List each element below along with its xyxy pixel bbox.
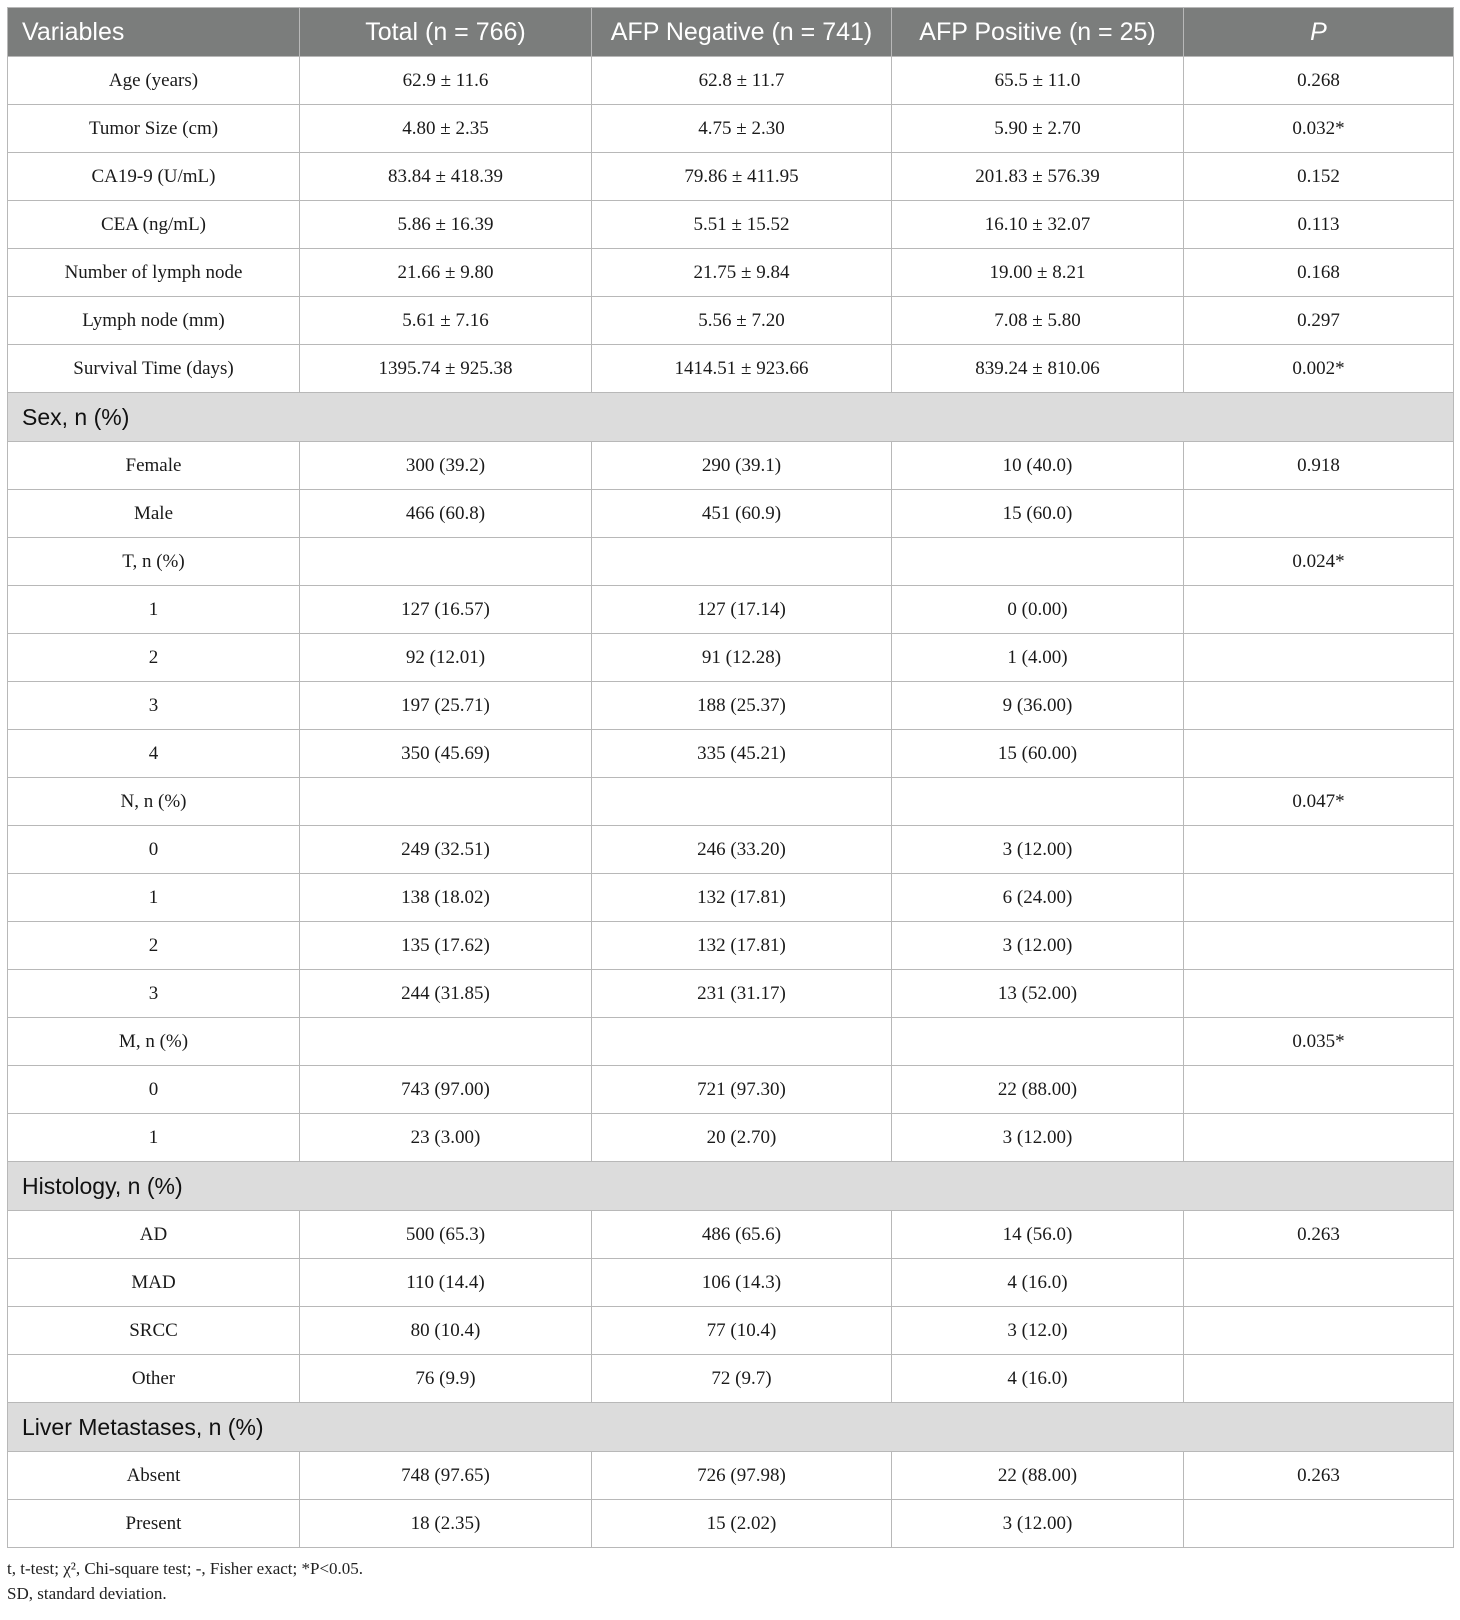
afp-positive-cell: 4 (16.0)	[892, 1355, 1184, 1403]
p-value-cell: 0.152	[1184, 153, 1454, 201]
p-value-cell	[1184, 586, 1454, 634]
afp-positive-cell: 1 (4.00)	[892, 634, 1184, 682]
afp-negative-cell: 72 (9.7)	[592, 1355, 892, 1403]
p-value-cell	[1184, 1355, 1454, 1403]
total-cell: 110 (14.4)	[300, 1259, 592, 1307]
total-cell: 466 (60.8)	[300, 490, 592, 538]
variable-cell: 2	[8, 634, 300, 682]
afp-positive-cell: 15 (60.00)	[892, 730, 1184, 778]
afp-negative-cell: 246 (33.20)	[592, 826, 892, 874]
table-row	[8, 970, 1454, 1018]
section-row	[8, 393, 1454, 442]
afp-positive-cell: 3 (12.00)	[892, 1500, 1184, 1548]
afp-negative-cell: 77 (10.4)	[592, 1307, 892, 1355]
total-cell	[300, 538, 592, 586]
variable-cell: 2	[8, 922, 300, 970]
afp-negative-cell: 231 (31.17)	[592, 970, 892, 1018]
table-row	[8, 682, 1454, 730]
variable-cell: Tumor Size (cm)	[8, 105, 300, 153]
afp-positive-cell: 15 (60.0)	[892, 490, 1184, 538]
p-value-cell: 0.263	[1184, 1452, 1454, 1500]
header-row	[8, 8, 1454, 57]
afp-positive-cell: 22 (88.00)	[892, 1452, 1184, 1500]
afp-positive-cell: 0 (0.00)	[892, 586, 1184, 634]
section-label: Histology, n (%)	[8, 1162, 1454, 1211]
afp-positive-cell: 9 (36.00)	[892, 682, 1184, 730]
table-row	[8, 874, 1454, 922]
afp-positive-cell: 5.90 ± 2.70	[892, 105, 1184, 153]
total-cell: 83.84 ± 418.39	[300, 153, 592, 201]
table-row	[8, 345, 1454, 393]
afp-positive-cell: 14 (56.0)	[892, 1211, 1184, 1259]
table-row	[8, 634, 1454, 682]
afp-positive-cell: 22 (88.00)	[892, 1066, 1184, 1114]
total-cell: 244 (31.85)	[300, 970, 592, 1018]
table-row	[8, 1018, 1454, 1066]
afp-positive-cell	[892, 1018, 1184, 1066]
total-cell	[300, 1018, 592, 1066]
table-row	[8, 922, 1454, 970]
table-row	[8, 1259, 1454, 1307]
total-cell: 743 (97.00)	[300, 1066, 592, 1114]
p-value-cell	[1184, 1307, 1454, 1355]
total-cell: 80 (10.4)	[300, 1307, 592, 1355]
p-value-cell: 0.918	[1184, 442, 1454, 490]
p-value-cell: 0.263	[1184, 1211, 1454, 1259]
afp-positive-cell: 839.24 ± 810.06	[892, 345, 1184, 393]
table-row	[8, 201, 1454, 249]
total-cell: 748 (97.65)	[300, 1452, 592, 1500]
variable-cell: 0	[8, 1066, 300, 1114]
afp-positive-cell: 3 (12.00)	[892, 922, 1184, 970]
afp-positive-cell: 3 (12.00)	[892, 1114, 1184, 1162]
table-row	[8, 490, 1454, 538]
p-value-cell	[1184, 970, 1454, 1018]
total-cell: 249 (32.51)	[300, 826, 592, 874]
afp-negative-cell: 106 (14.3)	[592, 1259, 892, 1307]
table-row	[8, 57, 1454, 105]
afp-positive-cell: 19.00 ± 8.21	[892, 249, 1184, 297]
p-value-cell: 0.047*	[1184, 778, 1454, 826]
header-total: Total (n = 766)	[300, 8, 592, 57]
table-row	[8, 442, 1454, 490]
table-container	[7, 7, 1453, 1606]
p-value-cell: 0.002*	[1184, 345, 1454, 393]
table-row	[8, 1211, 1454, 1259]
footnote-sd: SD, standard deviation.	[7, 1584, 167, 1603]
variable-cell: Survival Time (days)	[8, 345, 300, 393]
section-label: Sex, n (%)	[8, 393, 1454, 442]
afp-negative-cell: 91 (12.28)	[592, 634, 892, 682]
afp-negative-cell	[592, 1018, 892, 1066]
variable-cell: MAD	[8, 1259, 300, 1307]
afp-negative-cell: 5.51 ± 15.52	[592, 201, 892, 249]
afp-negative-cell: 335 (45.21)	[592, 730, 892, 778]
afp-negative-cell: 486 (65.6)	[592, 1211, 892, 1259]
afp-negative-cell: 62.8 ± 11.7	[592, 57, 892, 105]
afp-negative-cell: 451 (60.9)	[592, 490, 892, 538]
footnote-tests: t, t-test; χ², Chi-square test; -, Fisher exact; *P<0.05.	[7, 1559, 364, 1578]
total-cell: 135 (17.62)	[300, 922, 592, 970]
section-label: Liver Metastases, n (%)	[8, 1403, 1454, 1452]
afp-positive-cell: 16.10 ± 32.07	[892, 201, 1184, 249]
afp-positive-cell: 65.5 ± 11.0	[892, 57, 1184, 105]
total-cell: 76 (9.9)	[300, 1355, 592, 1403]
total-cell: 500 (65.3)	[300, 1211, 592, 1259]
table-row	[8, 1452, 1454, 1500]
variable-cell: Male	[8, 490, 300, 538]
p-value-cell	[1184, 874, 1454, 922]
variable-cell: Age (years)	[8, 57, 300, 105]
variable-cell: 3	[8, 682, 300, 730]
afp-negative-cell: 721 (97.30)	[592, 1066, 892, 1114]
table-row	[8, 730, 1454, 778]
total-cell: 92 (12.01)	[300, 634, 592, 682]
total-cell: 21.66 ± 9.80	[300, 249, 592, 297]
variable-cell: AD	[8, 1211, 300, 1259]
afp-negative-cell: 79.86 ± 411.95	[592, 153, 892, 201]
table-row	[8, 1307, 1454, 1355]
table-row	[8, 1114, 1454, 1162]
afp-positive-cell: 4 (16.0)	[892, 1259, 1184, 1307]
p-value-cell	[1184, 634, 1454, 682]
afp-negative-cell: 4.75 ± 2.30	[592, 105, 892, 153]
afp-positive-cell: 3 (12.0)	[892, 1307, 1184, 1355]
total-cell: 138 (18.02)	[300, 874, 592, 922]
p-value-cell	[1184, 682, 1454, 730]
table-row	[8, 249, 1454, 297]
p-value-cell: 0.168	[1184, 249, 1454, 297]
variable-cell: N, n (%)	[8, 778, 300, 826]
section-row	[8, 1162, 1454, 1211]
table-row	[8, 1355, 1454, 1403]
p-value-cell	[1184, 1114, 1454, 1162]
afp-negative-cell: 5.56 ± 7.20	[592, 297, 892, 345]
afp-positive-cell: 7.08 ± 5.80	[892, 297, 1184, 345]
table-row	[8, 1066, 1454, 1114]
afp-positive-cell: 6 (24.00)	[892, 874, 1184, 922]
afp-positive-cell	[892, 778, 1184, 826]
total-cell: 1395.74 ± 925.38	[300, 345, 592, 393]
afp-positive-cell: 201.83 ± 576.39	[892, 153, 1184, 201]
total-cell: 127 (16.57)	[300, 586, 592, 634]
variable-cell: Lymph node (mm)	[8, 297, 300, 345]
afp-negative-cell: 188 (25.37)	[592, 682, 892, 730]
afp-negative-cell	[592, 778, 892, 826]
header-variables: Variables	[8, 8, 300, 57]
table-row	[8, 297, 1454, 345]
p-value-cell	[1184, 1066, 1454, 1114]
table-row	[8, 538, 1454, 586]
p-value-cell: 0.024*	[1184, 538, 1454, 586]
variable-cell: 1	[8, 586, 300, 634]
table-row	[8, 826, 1454, 874]
p-value-cell	[1184, 730, 1454, 778]
afp-positive-cell	[892, 538, 1184, 586]
variable-cell: Present	[8, 1500, 300, 1548]
header-p-value: P	[1184, 8, 1454, 57]
variable-cell: T, n (%)	[8, 538, 300, 586]
table-body	[8, 57, 1454, 1548]
afp-negative-cell: 726 (97.98)	[592, 1452, 892, 1500]
variable-cell: Other	[8, 1355, 300, 1403]
total-cell	[300, 778, 592, 826]
table-row	[8, 1500, 1454, 1548]
afp-positive-cell: 13 (52.00)	[892, 970, 1184, 1018]
header-afp-negative: AFP Negative (n = 741)	[592, 8, 892, 57]
p-value-cell: 0.035*	[1184, 1018, 1454, 1066]
p-value-cell	[1184, 1259, 1454, 1307]
variable-cell: Female	[8, 442, 300, 490]
afp-negative-cell: 21.75 ± 9.84	[592, 249, 892, 297]
p-value-cell	[1184, 490, 1454, 538]
afp-positive-cell: 10 (40.0)	[892, 442, 1184, 490]
variable-cell: 3	[8, 970, 300, 1018]
afp-negative-cell: 127 (17.14)	[592, 586, 892, 634]
afp-negative-cell: 132 (17.81)	[592, 874, 892, 922]
p-value-cell: 0.113	[1184, 201, 1454, 249]
total-cell: 23 (3.00)	[300, 1114, 592, 1162]
p-value-cell	[1184, 922, 1454, 970]
characteristics-table	[7, 7, 1454, 1548]
total-cell: 18 (2.35)	[300, 1500, 592, 1548]
table-row	[8, 153, 1454, 201]
p-value-cell	[1184, 1500, 1454, 1548]
p-value-cell	[1184, 826, 1454, 874]
total-cell: 4.80 ± 2.35	[300, 105, 592, 153]
afp-negative-cell: 20 (2.70)	[592, 1114, 892, 1162]
total-cell: 62.9 ± 11.6	[300, 57, 592, 105]
p-value-cell: 0.297	[1184, 297, 1454, 345]
variable-cell: Number of lymph node	[8, 249, 300, 297]
total-cell: 300 (39.2)	[300, 442, 592, 490]
total-cell: 5.86 ± 16.39	[300, 201, 592, 249]
variable-cell: CA19-9 (U/mL)	[8, 153, 300, 201]
variable-cell: 1	[8, 874, 300, 922]
afp-positive-cell: 3 (12.00)	[892, 826, 1184, 874]
variable-cell: 1	[8, 1114, 300, 1162]
table-row	[8, 586, 1454, 634]
variable-cell: M, n (%)	[8, 1018, 300, 1066]
afp-negative-cell: 1414.51 ± 923.66	[592, 345, 892, 393]
variable-cell: 4	[8, 730, 300, 778]
footnotes	[7, 1556, 1453, 1606]
afp-negative-cell: 15 (2.02)	[592, 1500, 892, 1548]
total-cell: 350 (45.69)	[300, 730, 592, 778]
afp-negative-cell	[592, 538, 892, 586]
p-value-cell: 0.032*	[1184, 105, 1454, 153]
afp-negative-cell: 290 (39.1)	[592, 442, 892, 490]
variable-cell: Absent	[8, 1452, 300, 1500]
afp-negative-cell: 132 (17.81)	[592, 922, 892, 970]
header-afp-positive: AFP Positive (n = 25)	[892, 8, 1184, 57]
total-cell: 5.61 ± 7.16	[300, 297, 592, 345]
variable-cell: 0	[8, 826, 300, 874]
p-value-cell: 0.268	[1184, 57, 1454, 105]
section-row	[8, 1403, 1454, 1452]
variable-cell: CEA (ng/mL)	[8, 201, 300, 249]
table-row	[8, 105, 1454, 153]
variable-cell: SRCC	[8, 1307, 300, 1355]
total-cell: 197 (25.71)	[300, 682, 592, 730]
table-row	[8, 778, 1454, 826]
